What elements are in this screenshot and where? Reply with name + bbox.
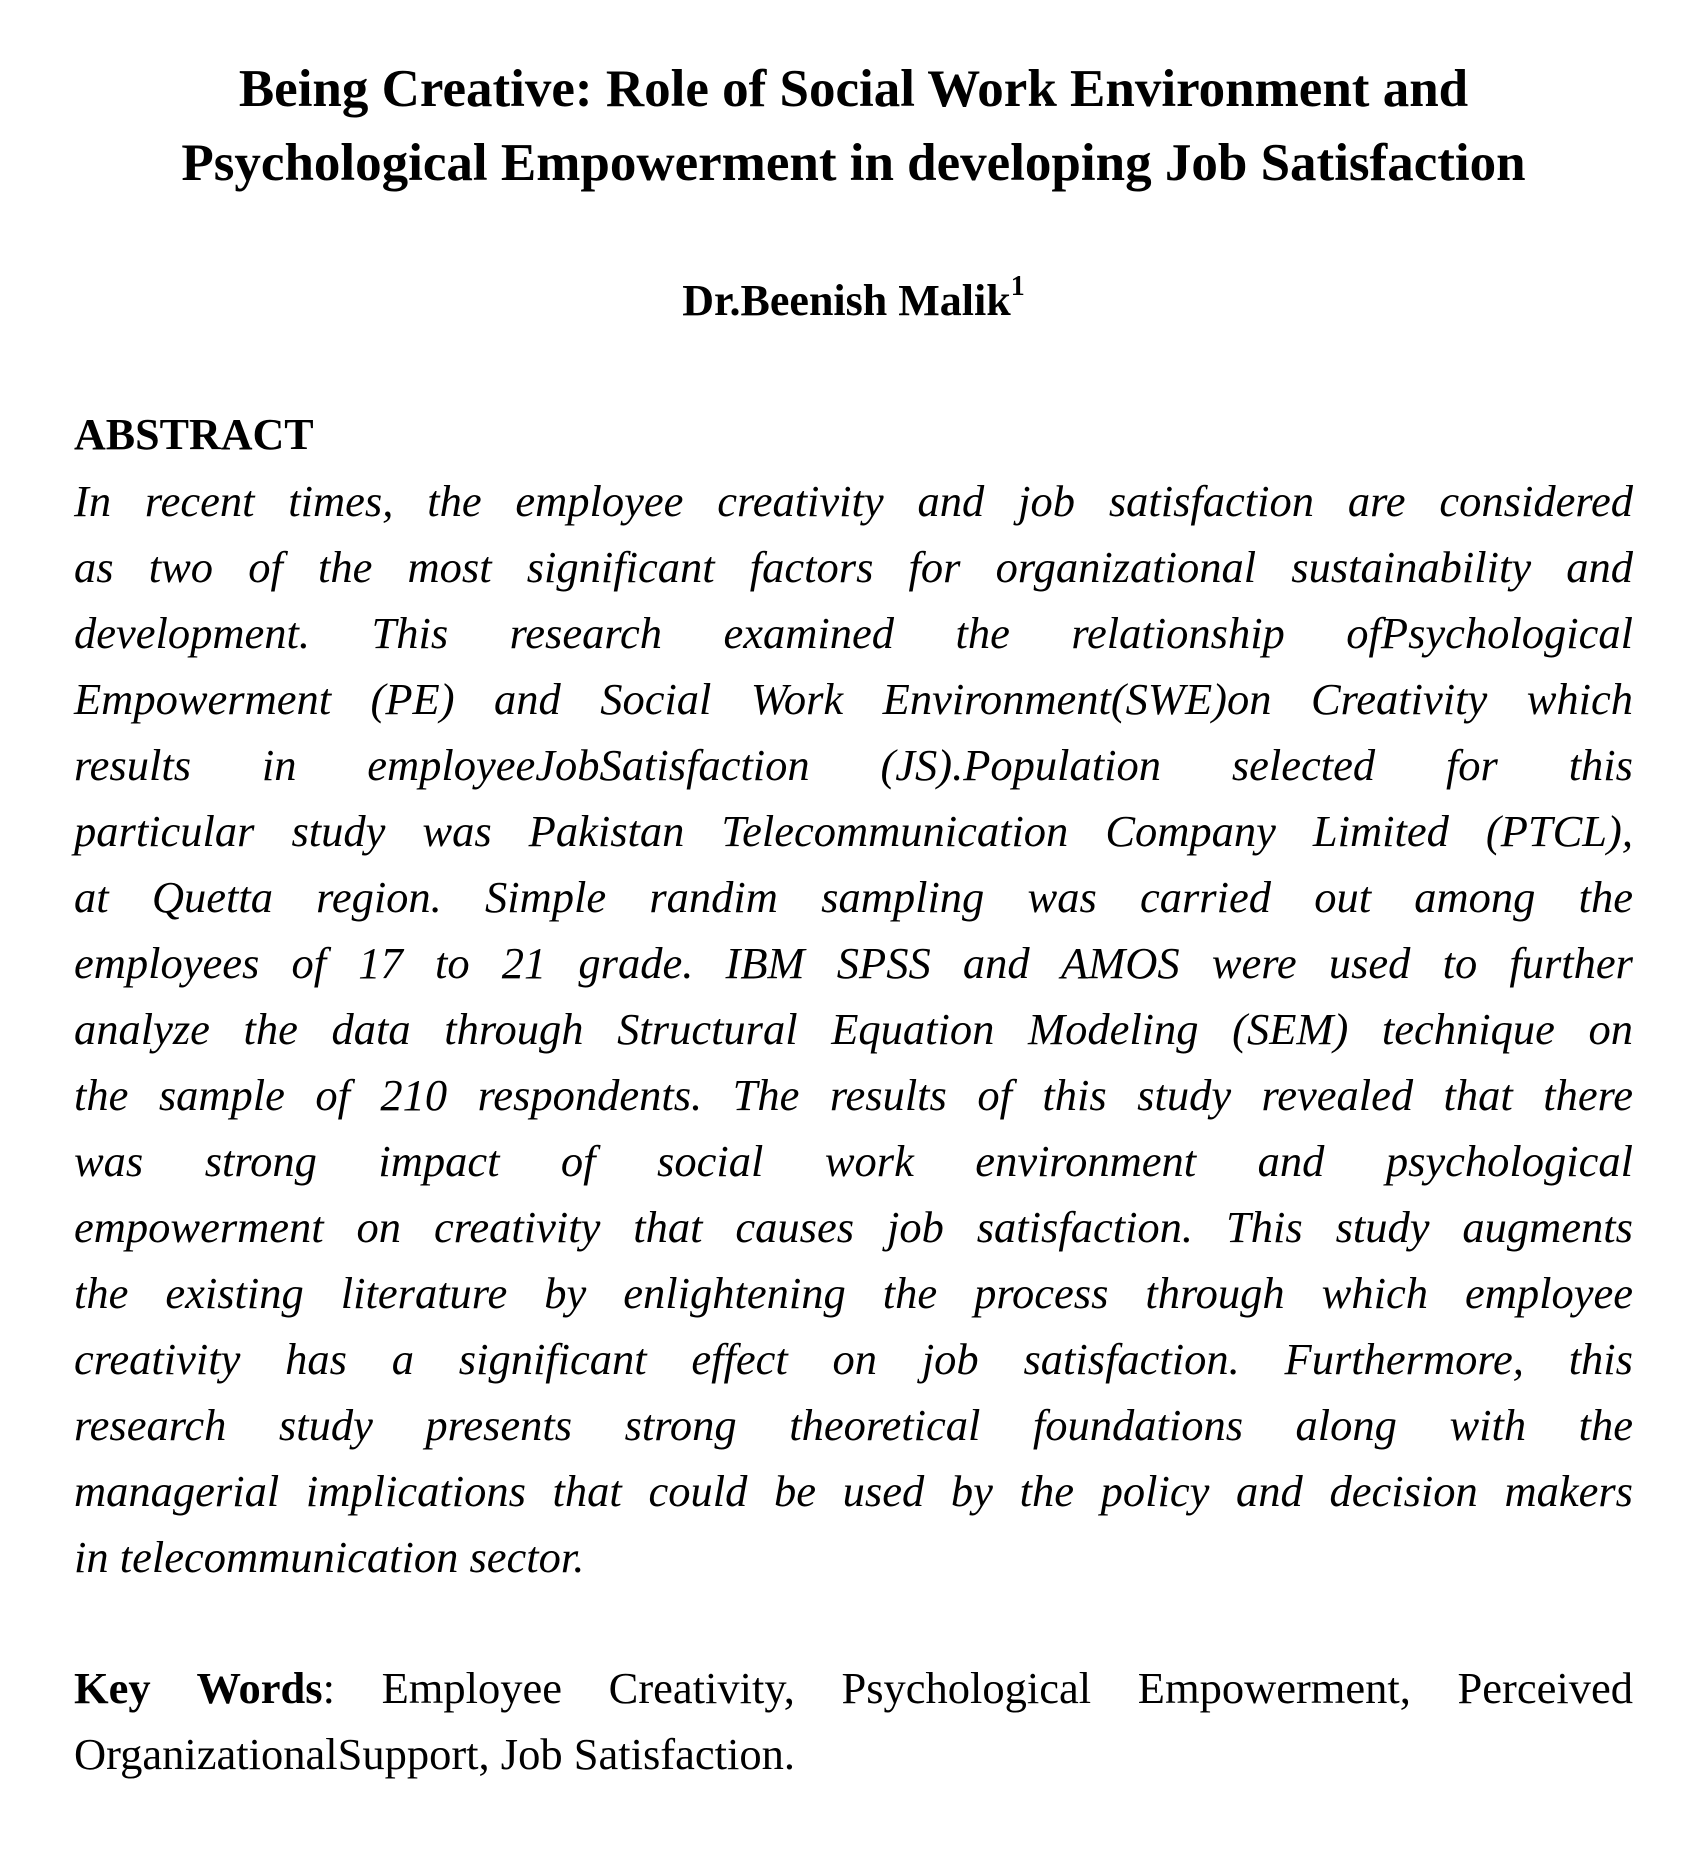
abstract-line: results in employeeJobSatisfaction (JS).Population selected for this — [74, 740, 1633, 790]
abstract-line: was strong impact of social work environment and psychological — [74, 1136, 1633, 1186]
abstract-line: creativity has a significant effect on job satisfaction. Furthermore, this — [74, 1334, 1633, 1384]
abstract-line: in telecommunication sector. — [74, 1532, 585, 1582]
abstract-heading: ABSTRACT — [74, 410, 314, 459]
keywords-separator: : — [322, 1663, 335, 1713]
title-line-1: Being Creative: Role of Social Work Environment and — [238, 60, 1469, 118]
abstract-body — [74, 468, 1633, 1590]
abstract-line: as two of the most significant factors for organizational sustainability and — [74, 542, 1633, 592]
abstract-line: the sample of 210 respondents. The results of this study revealed that there — [74, 1070, 1633, 1120]
author-line — [74, 273, 1633, 329]
author-name: Dr.Beenish Malik — [682, 276, 1011, 325]
abstract-line: Empowerment (PE) and Social Work Environment(SWE)on Creativity which — [74, 674, 1633, 724]
keywords-line-1 — [74, 1655, 1633, 1721]
abstract-line: research study presents strong theoretical foundations along with the — [74, 1400, 1633, 1450]
abstract-line: development. This research examined the relationship ofPsychological — [74, 608, 1633, 658]
abstract-line: particular study was Pakistan Telecommunication Company Limited (PTCL), — [74, 806, 1633, 856]
title-line-2: Psychological Empowerment in developing Job Satisfaction — [181, 134, 1526, 192]
paper-title — [74, 52, 1633, 200]
abstract-line: empowerment on creativity that causes job satisfaction. This study augments — [74, 1202, 1633, 1252]
keywords-text-1: Employee Creativity, Psychological Empowerment, Perceived — [334, 1663, 1633, 1713]
keywords-section — [74, 1655, 1633, 1787]
keywords-line-2: OrganizationalSupport, Job Satisfaction. — [74, 1729, 795, 1779]
abstract-line: In recent times, the employee creativity and job satisfaction are considered — [74, 476, 1633, 526]
abstract-line: the existing literature by enlightening the process through which employee — [74, 1268, 1633, 1318]
abstract-line: analyze the data through Structural Equation Modeling (SEM) technique on — [74, 1004, 1633, 1054]
abstract-line: managerial implications that could be used by the policy and decision makers — [74, 1466, 1633, 1516]
affiliation-marker: 1 — [1010, 271, 1025, 303]
abstract-line: at Quetta region. Simple randim sampling was carried out among the — [74, 872, 1633, 922]
keywords-label: Key Words — [74, 1663, 323, 1713]
abstract-line: employees of 17 to 21 grade. IBM SPSS and AMOS were used to further — [74, 938, 1633, 988]
